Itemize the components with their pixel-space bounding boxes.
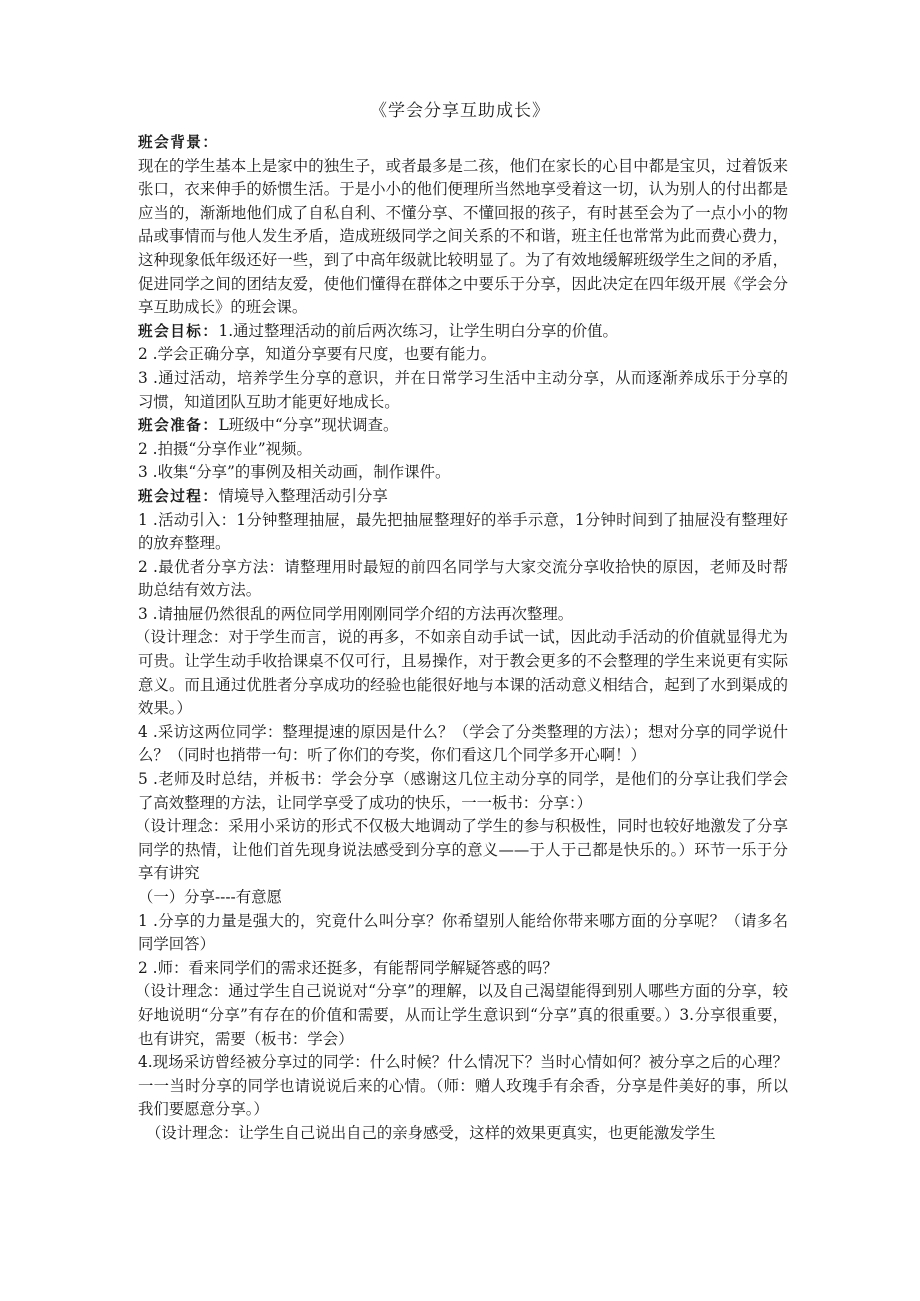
goal-item-2: 2 .学会正确分享，知道分享要有尺度，也要有能力。 (138, 345, 497, 364)
question-4: 4.现场采访曾经被分享过的同学：什么时候？什么情况下？当时心情如何？被分享之后的心理？一一当时分享的同学也请说说后来的心情。（师：赠人玫瑰手有余香，分享是件美好的事，所以我们要愿意分享。） (138, 1053, 788, 1119)
process-line (138, 485, 788, 509)
design-note-4: （设计理念：让学生自己说出自己的亲身感受，这样的效果更真实，也更能激发学生 (146, 1123, 716, 1142)
process-step-2: 2 .最优者分享方法：请整理用时最短的前四名同学与大家交流分享收拾快的原因，老师及时帮助总结有效方法。 (138, 557, 788, 600)
process-heading: 班会过程： (138, 487, 219, 505)
question-2: 2 .师：看来同学们的需求还挺多，有能帮同学解疑答惑的吗？ (138, 958, 558, 977)
process-step-4: 4 .采访这两位同学：整理提速的原因是什么？（学会了分类整理的方法）；想对分享的同学说什么？（同时也捎带一句：听了你们的夸奖，你们看这几个同学多开心啊！） (138, 722, 788, 765)
background-paragraph: 现在的学生基本上是家中的独生子，或者最多是二孩，他们在家长的心目中都是宝贝，过着饭来张口，衣来伸手的娇惯生活。于是小小的他们便理所当然地享受着这一切，认为别人的付出都是应当的，渐渐地他们成了自私自利、不懂分享、不懂回报的孩子，有时甚至会为了一点小小的物品或事情而与他人发生矛盾，造成班级同学之间关系的不和谐，班主任也常常为此而费心费力，这种现象低年级还好一些，到了中高年级就比较明显了。为了有效地缓解班级学生之间的矛盾，促进同学之间的团结友爱，使他们懂得在群体之中要乐于分享，因此决定在四年级开展《学会分享互助成长》的班会课。 (138, 156, 788, 317)
process-intro: 情境导入整理活动引分享 (218, 486, 388, 505)
question-1: 1 .分享的力量是强大的，究竟什么叫分享？你希望别人能给你带来哪方面的分享呢？（请多名同学回答） (138, 911, 788, 954)
prep-item-2: 2 .拍摄“分享作业”视频。 (138, 439, 312, 458)
section-heading-1: （一）分享----有意愿 (138, 888, 282, 906)
design-note-3: （设计理念：通过学生自己说说对“分享”的理解，以及自己渴望能得到别人哪些方面的分享，较好地说明“分享”有存在的价值和需要，从而让学生意识到“分享”真的很重要。）3.分享很重要，也有讲究，需要（板书：学会） (135, 982, 788, 1048)
design-note-1: （设计理念：对于学生而言，说的再多，不如亲自动手试一试，因此动手活动的价值就显得尤为可贵。让学生动手收拾课桌不仅可行，且易操作，对于教会更多的不会整理的学生来说更有实际意义。而且通过优胜者分享成功的经验也能很好地与本课的活动意义相结合，起到了水到渠成的效果。） (135, 628, 788, 718)
prep-heading: 班会准备： (138, 417, 219, 435)
prep-item-1: L班级中“分享”现状调查。 (218, 416, 399, 435)
goal-item-1: 1.通过整理活动的前后两次练习，让学生明白分享的价值。 (218, 321, 618, 340)
process-step-1: 1 .活动引入：1分钟整理抽屉，最先把抽屉整理好的举手示意，1分钟时间到了抽屉没有整理好的放弃整理。 (138, 510, 788, 553)
prep-item-3: 3 .收集“分享”的事例及相关动画，制作课件。 (138, 463, 451, 482)
goal-heading: 班会目标： (138, 322, 219, 340)
goal-item-3: 3 .通过活动，培养学生分享的意识，并在日常学习生活中主动分享，从而逐渐养成乐于分享的习惯，知道团队互助才能更好地成长。 (138, 368, 788, 411)
process-step-3: 3 .请抽屉仍然很乱的两位同学用刚刚同学介绍的方法再次整理。 (138, 604, 574, 623)
design-note-2: （设计理念：采用小采访的形式不仅极大地调动了学生的参与积极性，同时也较好地激发了分享同学的热情，让他们首先现身说法感受到分享的意义——于人于己都是快乐的。）环节一乐于分享有讲究 (135, 817, 788, 883)
document-title: 《学会分享互助成长》 (370, 101, 550, 121)
document-body (135, 131, 788, 1146)
prep-line-1 (138, 414, 788, 438)
background-heading: 班会背景： (138, 134, 219, 151)
goal-line-1 (138, 320, 788, 344)
process-step-5: 5 .老师及时总结，并板书：学会分享（感谢这几位主动分享的同学，是他们的分享让我们学会了高效整理的方法，让同学享受了成功的快乐，一一板书：分享：） (138, 770, 788, 812)
